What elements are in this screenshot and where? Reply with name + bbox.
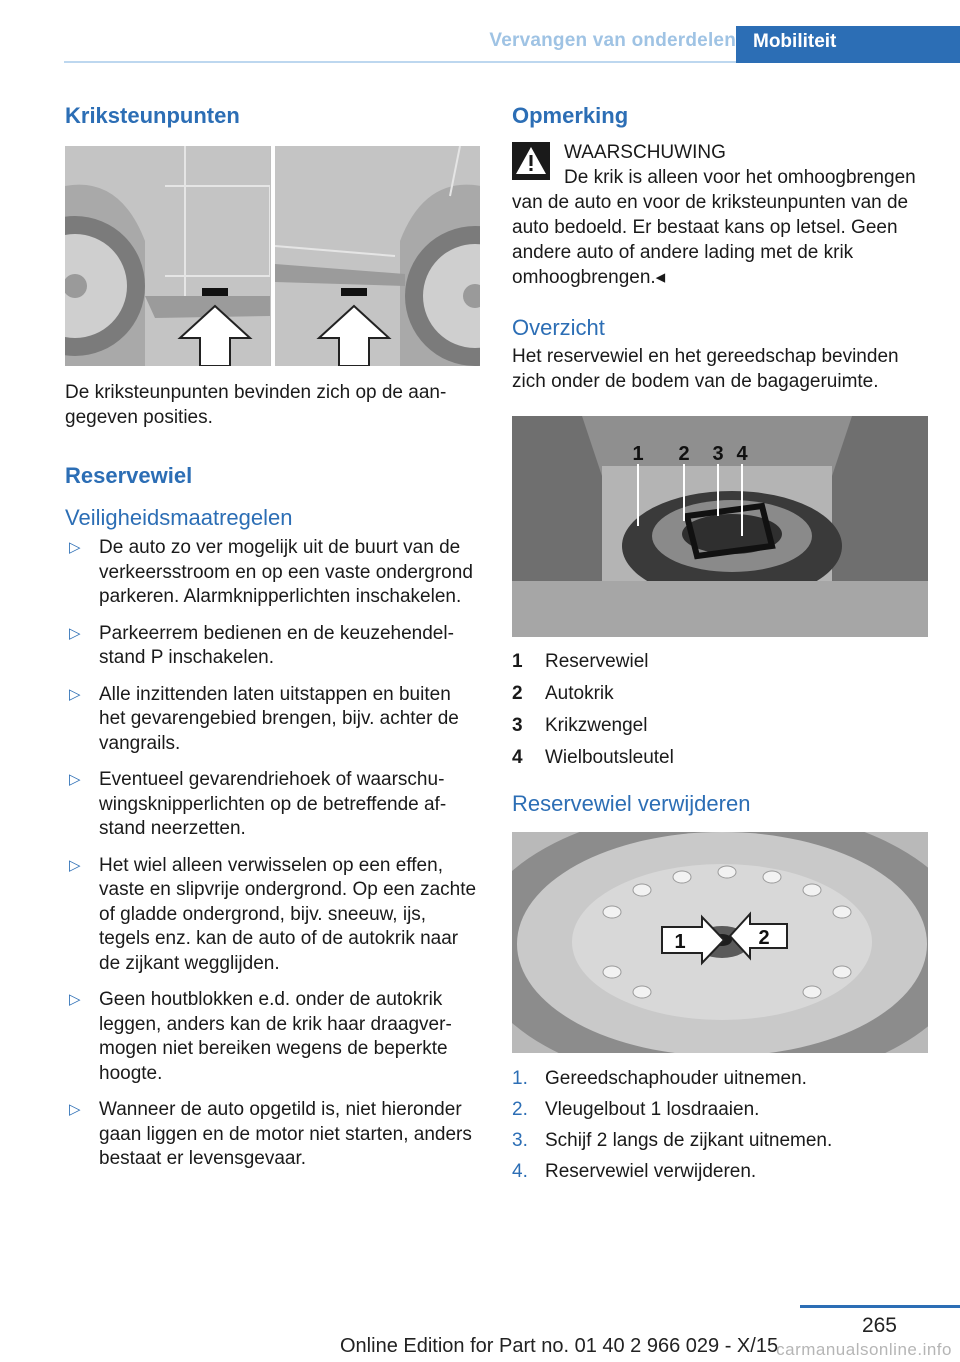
- list-item: ▷ Parkeerrem bedienen en de keuzehendelstand P inschakelen.: [69, 622, 454, 668]
- legend-row: 2 Autokrik: [512, 683, 614, 704]
- overview-title: Overzicht: [512, 315, 605, 340]
- legend-row: 3 Krikzwengel: [512, 715, 648, 736]
- legend-row: 1 Reservewiel: [512, 651, 649, 672]
- legend-row: 4 Wielboutsleutel: [512, 747, 674, 768]
- list-item: ▷ Eventueel gevarendriehoek of waarschuwingsknipperlichten op de betreffende afstand neerzetten.: [69, 769, 447, 839]
- removal-steps: [512, 1063, 928, 1187]
- jack-point-front-panel: [275, 146, 481, 366]
- footer-rule: [800, 1305, 960, 1308]
- triangle-bullet-icon: ▷: [69, 685, 81, 703]
- list-item: ▷ Het wiel alleen verwisselen op een effen, vaste en slipvrije ondergrond. Op een zachte of gladde ondergrond, bijv. sneeuw, ijs, tegels enz. kan de auto of de autokrik naar de zijkant wegglijden.: [69, 854, 477, 974]
- header-chapter-tab: [736, 26, 960, 63]
- note-title: Opmerking: [512, 103, 629, 128]
- rear-jack-point-drawing: [65, 146, 270, 366]
- warning-triangle-icon: [512, 142, 550, 180]
- warning-text: De krik is alleen voor het omhoogbrengen van de auto en voor de kriksteunpunten van de auto bedoeld. Er bestaat kans op letsel. Geen andere auto of andere lading met de krik omhoogbrengen.◂: [512, 167, 916, 288]
- triangle-bullet-icon: ▷: [69, 1101, 81, 1118]
- warning-box: [512, 140, 928, 165]
- parts-legend: [512, 646, 928, 774]
- header-chapter-label: Mobiliteit: [753, 31, 837, 52]
- callout-2: 2: [678, 443, 690, 465]
- triangle-bullet-icon: ▷: [69, 539, 81, 556]
- triangle-bullet-icon: ▷: [69, 771, 81, 788]
- trunk-compartment-drawing: [512, 416, 928, 637]
- list-item: ▷ Geen houtblokken e.d. onder de autokrik leggen, anders kan de krik haar draagvermogen niet bereiken wegens de beperkte hoogte.: [69, 989, 452, 1084]
- list-item: 4. Reservewiel verwijderen.: [512, 1161, 757, 1182]
- overview-text: Het reservewiel en het gereedschap bevinden zich onder de bodem van de bagageruimte.: [512, 346, 899, 392]
- spare-wheel-title: Reservewiel: [65, 463, 193, 488]
- watermark: carmanualsonline.info: [776, 1340, 952, 1359]
- list-item: 3. Schijf 2 langs de zijkant uitnemen.: [512, 1130, 833, 1151]
- list-item: 2. Vleugelbout 1 losdraaien.: [512, 1099, 760, 1120]
- callout-4: 4: [736, 443, 748, 465]
- jack-point-rear-panel: [65, 146, 271, 366]
- triangle-bullet-icon: ▷: [69, 856, 81, 874]
- list-item: ▷ Wanneer de auto opgetild is, niet hieronder gaan liggen en de motor niet starten, anders bestaat er levensgevaar.: [69, 1099, 472, 1169]
- spare-wheel-drawing: [512, 832, 928, 1053]
- safety-list: [65, 536, 480, 1172]
- list-item: ▷ De auto zo ver mogelijk uit de buurt van de verkeersstroom en op een vaste ondergrond parkeren. Alarmknipperlichten inschakelen.: [69, 537, 473, 607]
- jack-points-title: Kriksteunpunten: [65, 103, 240, 128]
- triangle-bullet-icon: ▷: [69, 991, 81, 1008]
- front-jack-point-drawing: [275, 146, 481, 366]
- list-item: ▷ Alle inzittenden laten uitstappen en buiten het gevarengebied brengen, bijv. achter de vangrails.: [69, 683, 459, 754]
- edition-note: Online Edition for Part no. 01 40 2 966 029 - X/15: [340, 1335, 779, 1357]
- safety-measures-title: Veiligheidsmaatregelen: [65, 505, 293, 530]
- spare-wheel-removal-figure: [512, 832, 928, 1053]
- page-header: [0, 26, 960, 62]
- page-number: 265: [861, 1314, 897, 1337]
- header-section-title: Vervangen van onderdelen: [489, 30, 736, 51]
- triangle-bullet-icon: ▷: [69, 624, 81, 642]
- remove-spare-wheel-title: Reservewiel verwijderen: [512, 791, 751, 816]
- callout-3: 3: [712, 443, 724, 465]
- jack-points-caption: De kriksteunpunten bevinden zich op de aangegeven posities.: [65, 382, 447, 428]
- right-column: [512, 100, 928, 1187]
- spare-wheel-compartment-figure: [512, 416, 928, 637]
- wheel-callout-2: 2: [758, 927, 770, 949]
- jack-points-figure: [65, 146, 480, 366]
- callout-1: 1: [632, 443, 644, 465]
- list-item: 1. Gereedschaphouder uitnemen.: [512, 1068, 807, 1089]
- warning-label: WAARSCHUWING: [564, 142, 726, 163]
- left-column: [65, 100, 480, 1184]
- wheel-callout-1: 1: [674, 931, 686, 953]
